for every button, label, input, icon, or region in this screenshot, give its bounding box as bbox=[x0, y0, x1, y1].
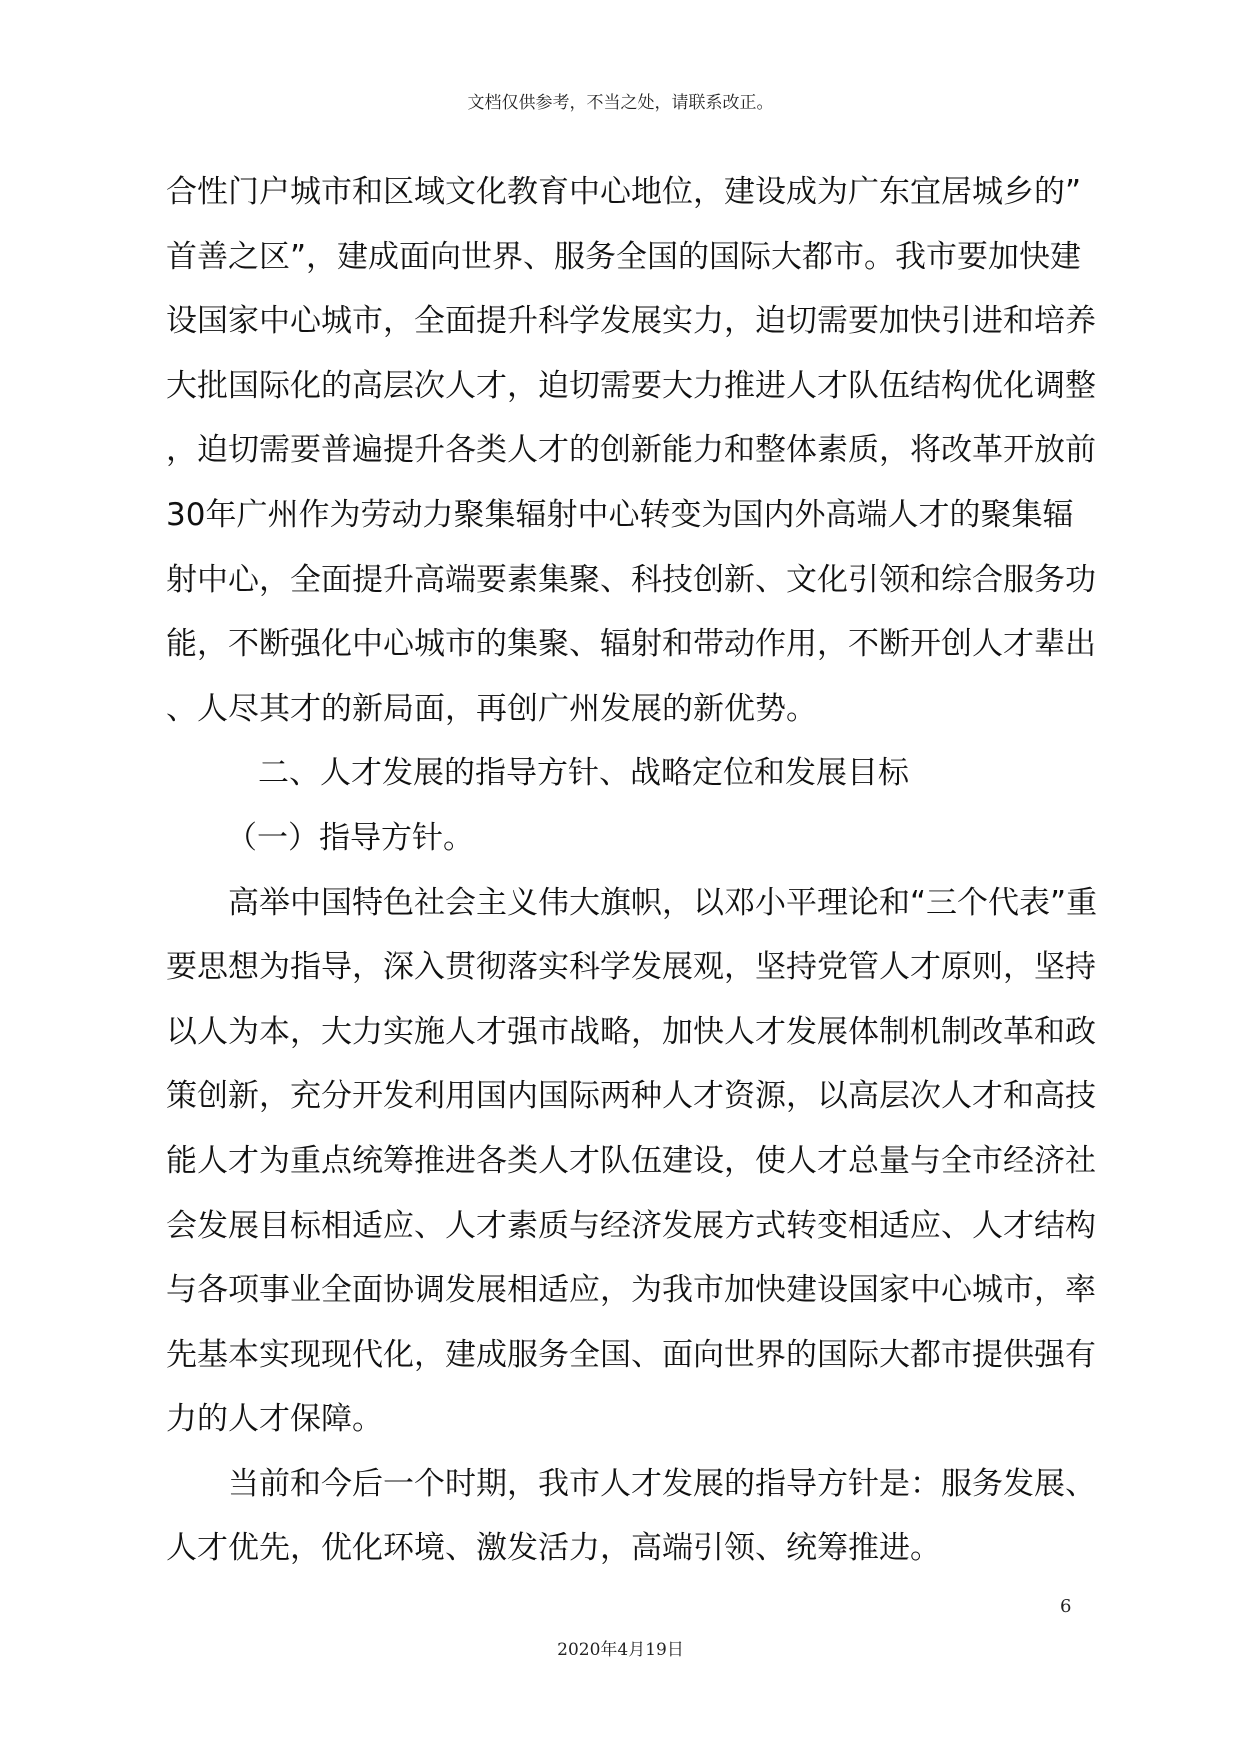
page-number: 6 bbox=[1060, 1596, 1072, 1617]
section-heading: 二、人才发展的指导方针、战略定位和发展目标 bbox=[258, 755, 909, 792]
body-line: 射中心，全面提升高端要素集聚、科技创新、文化引领和综合服务功 bbox=[166, 561, 1096, 598]
footer-date: 2020年4月19日 bbox=[557, 1640, 684, 1660]
header-disclaimer: 文档仅供参考，不当之处，请联系改正。 bbox=[467, 93, 774, 113]
body-line: 高举中国特色社会主义伟大旗帜，以邓小平理论和“三个代表”重 bbox=[228, 884, 1098, 921]
body-line: 会发展目标相适应、人才素质与经济发展方式转变相适应、人才结构 bbox=[166, 1207, 1096, 1244]
body-line: 力的人才保障。 bbox=[166, 1401, 383, 1438]
body-line: 合性门户城市和区域文化教育中心地位，建设成为广东宜居城乡的” bbox=[166, 174, 1082, 210]
body-line: 大批国际化的高层次人才，迫切需要大力推进人才队伍结构优化调整 bbox=[166, 367, 1096, 404]
body-line: 要思想为指导，深入贯彻落实科学发展观，坚持党管人才原则，坚持 bbox=[166, 949, 1096, 986]
body-line: 设国家中心城市，全面提升科学发展实力，迫切需要加快引进和培养 bbox=[166, 303, 1096, 340]
body-line: 能人才为重点统筹推进各类人才队伍建设，使人才总量与全市经济社 bbox=[166, 1142, 1096, 1179]
body-line: 、人尽其才的新局面，再创广州发展的新优势。 bbox=[166, 690, 817, 727]
body-line: 策创新，充分开发利用国内国际两种人才资源，以高层次人才和高技 bbox=[166, 1078, 1096, 1115]
body-line: 以人为本，大力实施人才强市战略，加快人才发展体制机制改革和政 bbox=[166, 1013, 1096, 1050]
body-line: 当前和今后一个时期，我市人才发展的指导方针是：服务发展、 bbox=[228, 1465, 1096, 1502]
body-line: ，迫切需要普遍提升各类人才的创新能力和整体素质，将改革开放前 bbox=[166, 432, 1096, 469]
body-line: 人才优先，优化环境、激发活力，高端引领、统筹推进。 bbox=[166, 1530, 941, 1567]
document-body bbox=[166, 160, 1098, 1581]
subsection-heading: （一）指导方针。 bbox=[226, 819, 474, 856]
body-line: 能，不断强化中心城市的集聚、辐射和带动作用，不断开创人才辈出 bbox=[166, 626, 1096, 663]
body-line: 先基本实现现代化，建成服务全国、面向世界的国际大都市提供强有 bbox=[166, 1336, 1096, 1373]
body-line: 30年广州作为劳动力聚集辐射中心转变为国内外高端人才的聚集辐 bbox=[166, 496, 1074, 533]
body-line: 与各项事业全面协调发展相适应，为我市加快建设国家中心城市，率 bbox=[166, 1272, 1096, 1309]
body-line: 首善之区”，建成面向世界、服务全国的国际大都市。我市要加快建 bbox=[166, 238, 1082, 275]
